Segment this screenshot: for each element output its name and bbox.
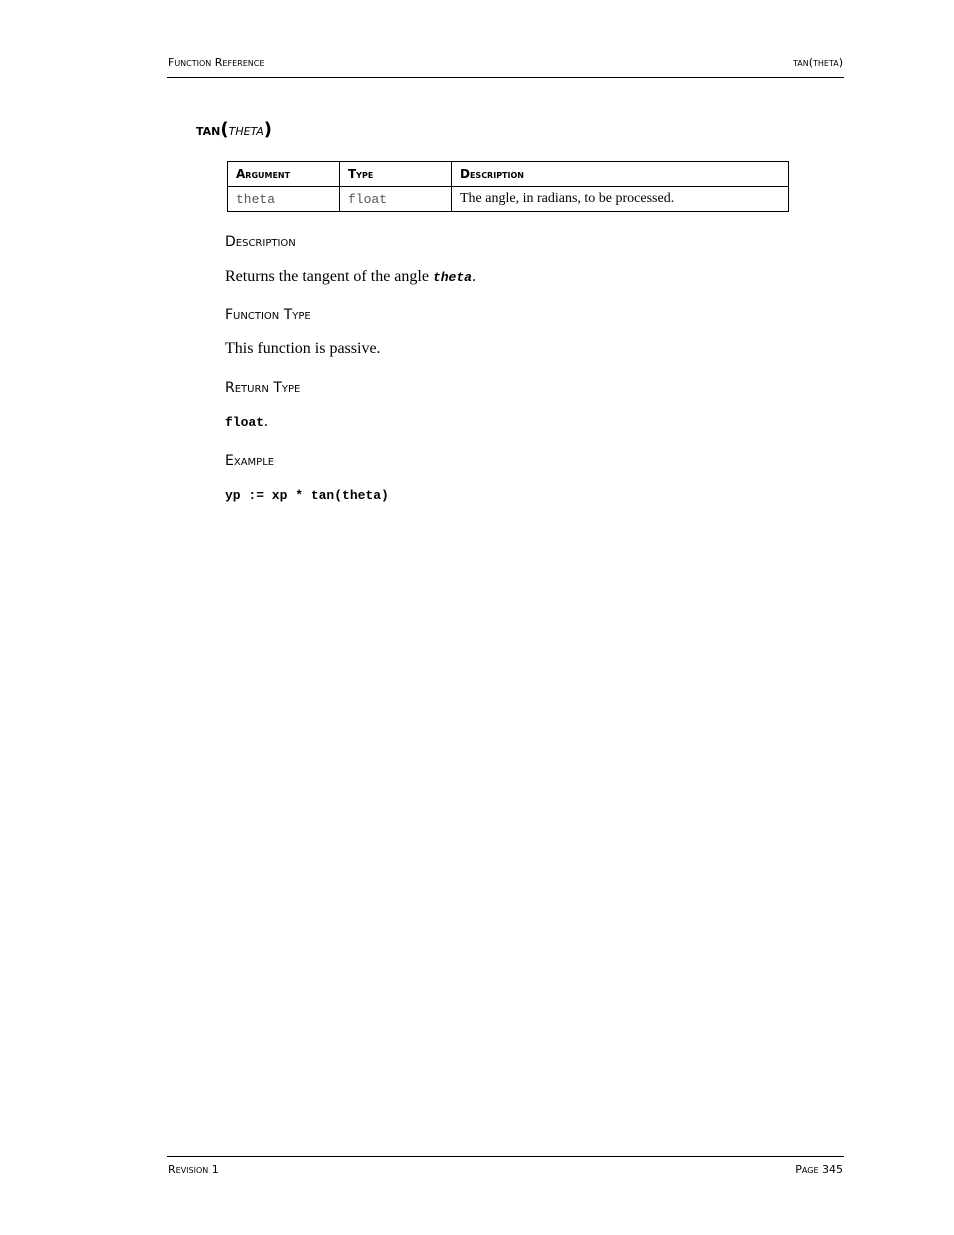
example-code: yp := xp * tan(theta): [225, 488, 389, 503]
column-header-description: Description: [452, 162, 789, 187]
description-code: theta: [432, 270, 472, 285]
function-type-heading: Function Type: [225, 307, 311, 323]
cell-type: float: [340, 187, 452, 212]
footer-revision: Revision 1: [168, 1163, 219, 1176]
page-footer: [167, 1156, 844, 1179]
return-type-text-after: .: [264, 413, 269, 430]
title-close-paren: ): [263, 119, 273, 140]
cell-description: The angle, in radians, to be processed.: [452, 187, 789, 212]
cell-argument: theta: [228, 187, 340, 212]
table-header-row: [228, 162, 789, 187]
return-type-text: [225, 413, 268, 431]
return-type-heading: Return Type: [225, 380, 301, 396]
description-heading: Description: [225, 234, 296, 250]
description-text-after: .: [471, 268, 476, 285]
function-argument: theta: [228, 121, 264, 139]
arguments-table: [227, 161, 789, 212]
function-type-text: This function is passive.: [225, 340, 381, 357]
description-text: [225, 268, 476, 286]
column-header-argument: Argument: [228, 162, 340, 187]
description-text-before: Returns the tangent of the angle: [225, 268, 433, 285]
page-header: [167, 56, 844, 78]
column-header-type: Type: [340, 162, 452, 187]
header-function-name: tan(theta): [792, 56, 843, 69]
table-row: [228, 187, 789, 212]
function-name: tan: [196, 121, 221, 139]
footer-page-number: Page 345: [795, 1163, 843, 1176]
return-type-code: float: [225, 415, 265, 430]
function-title: [196, 119, 272, 140]
title-open-paren: (: [220, 119, 229, 140]
example-heading: Example: [225, 453, 275, 469]
header-section-title: Function Reference: [168, 56, 265, 69]
